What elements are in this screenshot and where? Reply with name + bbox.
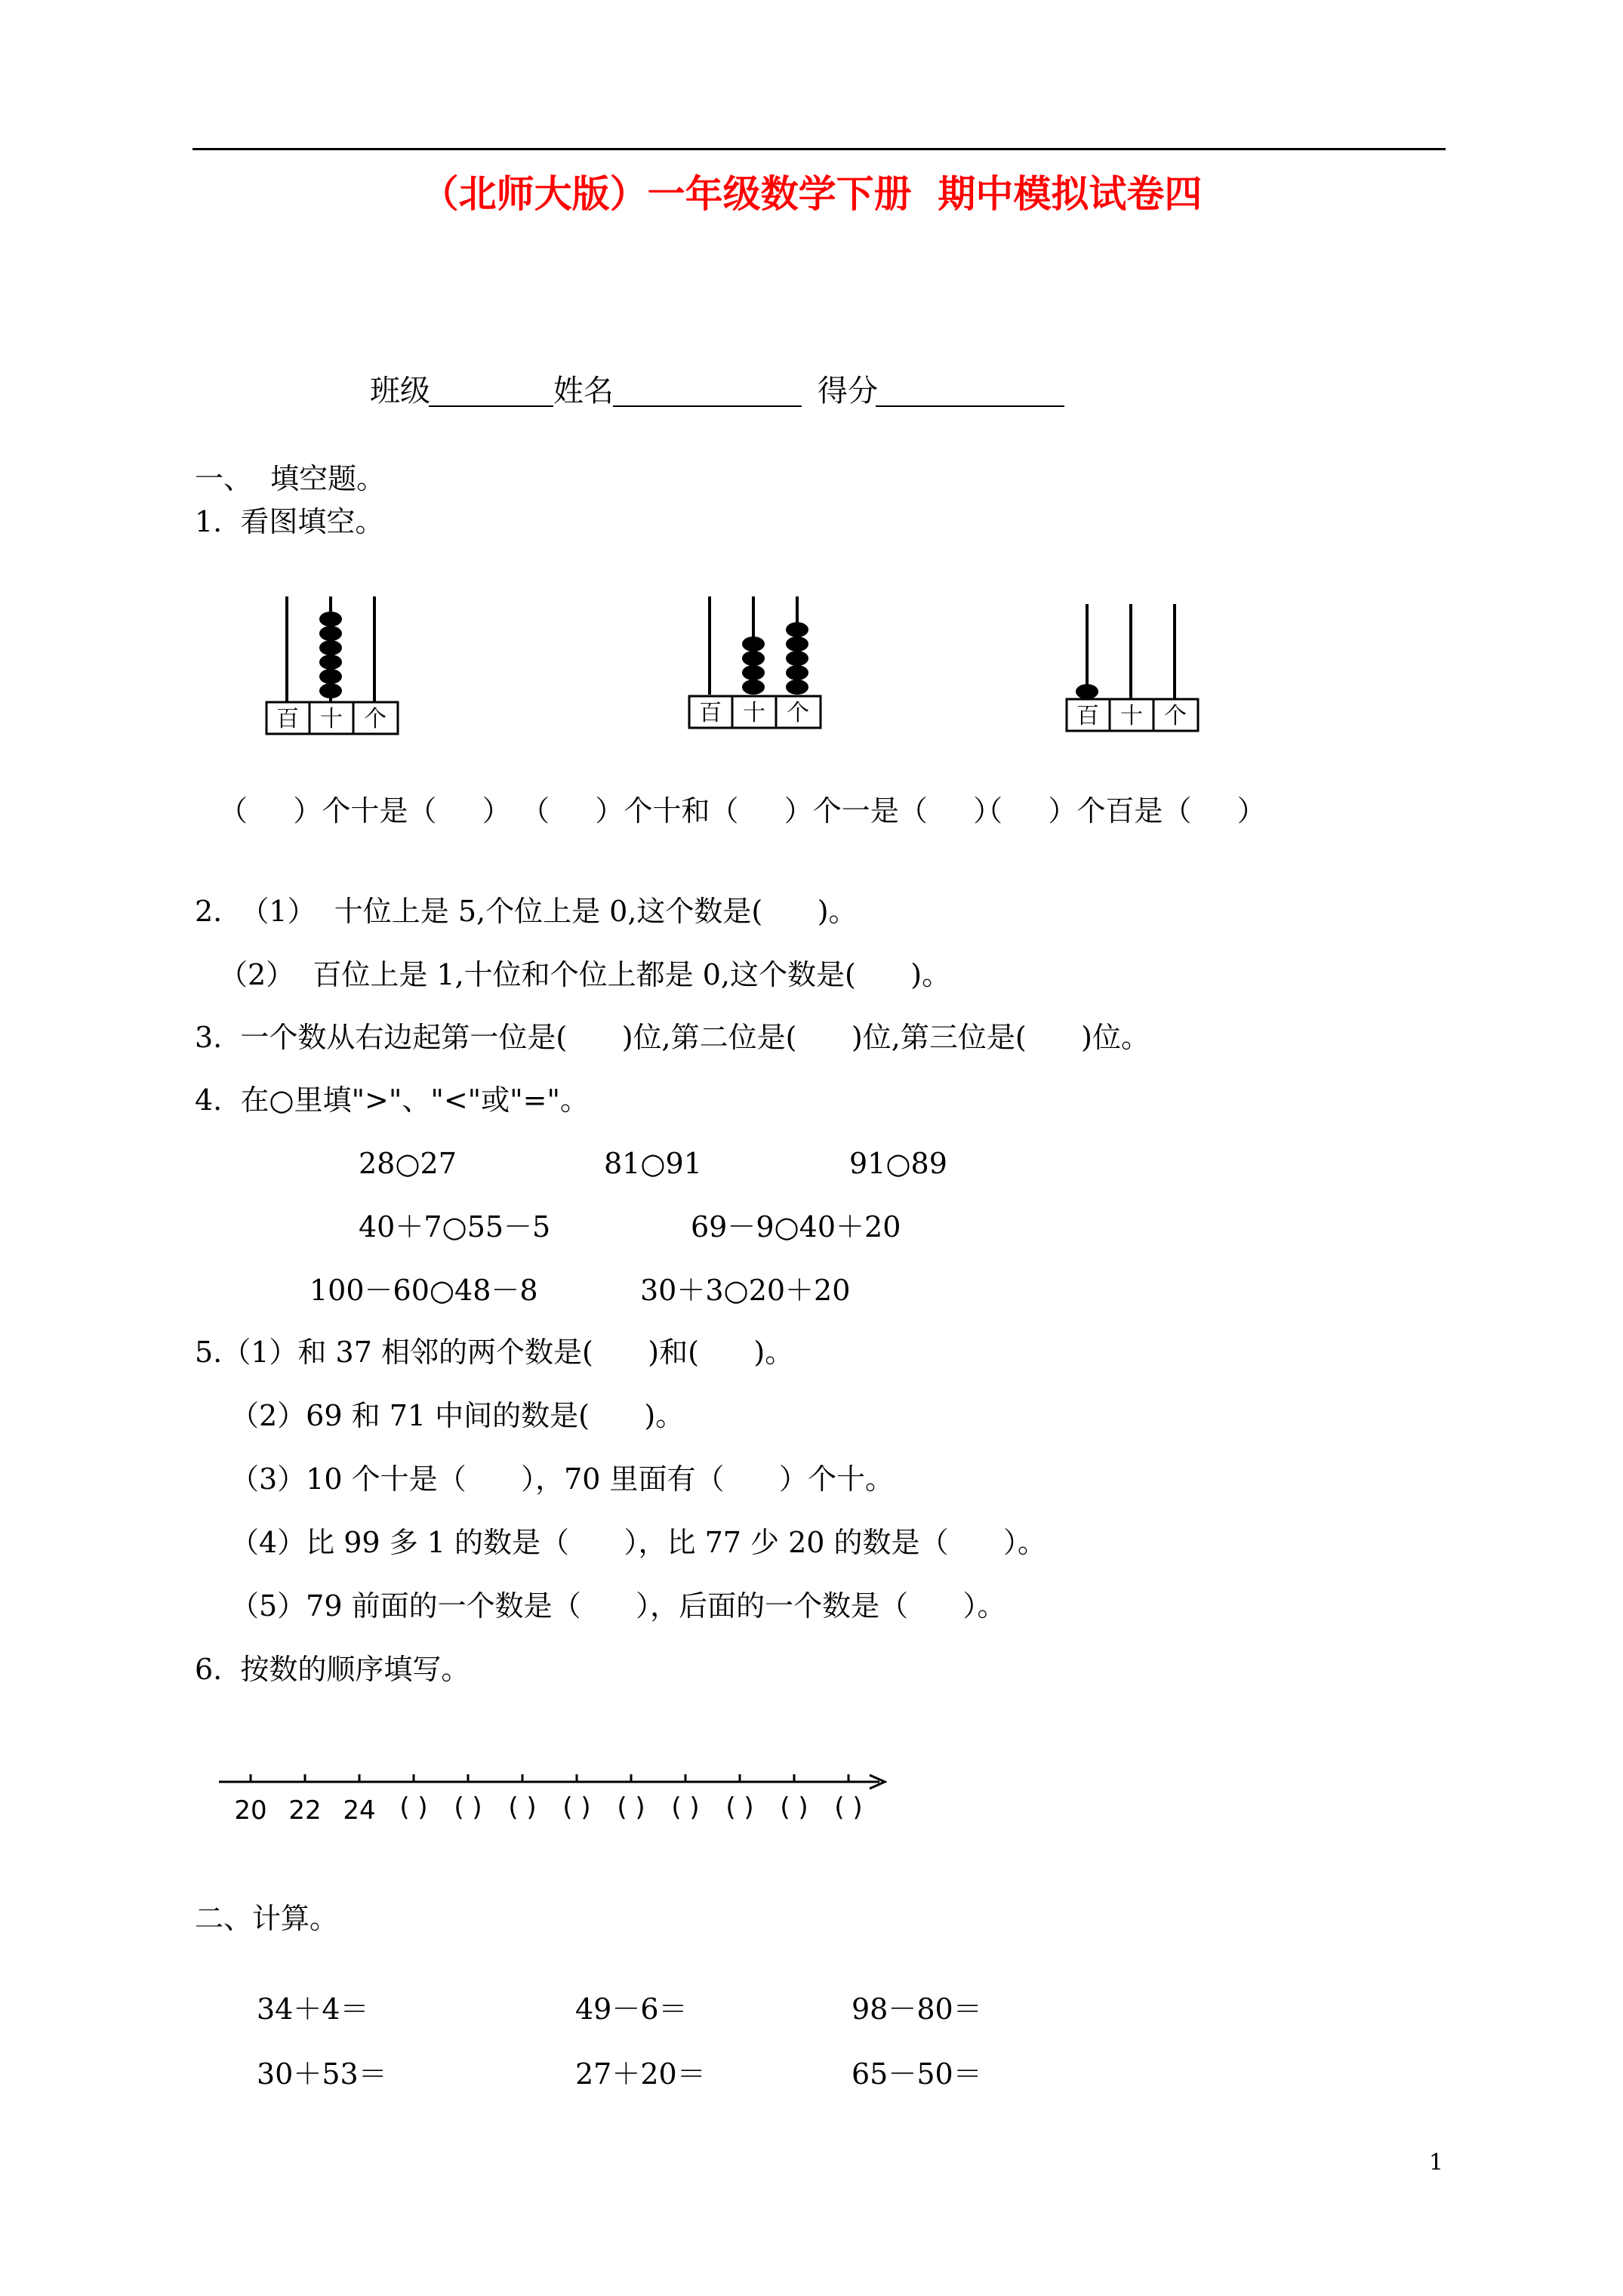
q1-blank-3[interactable]: （ ）个百是（ ）	[974, 794, 1266, 827]
label-ones: 个	[364, 706, 387, 732]
label-hundreds: 百	[276, 706, 299, 732]
label-tens: 十	[320, 706, 343, 732]
number-line-blank[interactable]: ( )	[562, 1792, 591, 1823]
number-line-blank[interactable]: ( )	[617, 1792, 645, 1823]
name-label: 姓名	[553, 374, 614, 408]
tick-label: 20	[234, 1795, 267, 1826]
tick-label: 24	[343, 1795, 376, 1826]
q5-line-3: （3）10 个十是（ ），70 里面有（ ）个十。	[230, 1462, 894, 1496]
calc-problem: 30＋53＝	[257, 2057, 387, 2091]
number-line-blank[interactable]: ( )	[725, 1792, 754, 1823]
compare-item: 100－60○48－8	[310, 1274, 538, 1307]
label-ones: 个	[1164, 703, 1187, 729]
q2-line-1: 2. （1） 十位上是 5,个位上是 0,这个数是( )。	[195, 895, 858, 928]
section1-heading: 一、 填空题。	[195, 462, 386, 495]
section2-heading: 二、计算。	[195, 1902, 339, 1935]
calc-problem: 49－6＝	[575, 1992, 688, 2026]
q5-line-4: （4）比 99 多 1 的数是（ ），比 77 少 20 的数是（ ）。	[230, 1526, 1046, 1559]
name-blank[interactable]	[613, 405, 802, 407]
tick-label: 22	[288, 1795, 322, 1826]
class-label: 班级	[370, 374, 430, 408]
q4-text: 4. 在○里填">"、"<"或"="。	[195, 1083, 589, 1117]
q2-line-2: （2） 百位上是 1,十位和个位上都是 0,这个数是( )。	[219, 958, 951, 991]
compare-item: 81○91	[604, 1147, 702, 1180]
tens-beads	[742, 636, 765, 695]
calc-problem: 27＋20＝	[575, 2057, 706, 2091]
label-tens: 十	[1120, 703, 1143, 729]
number-line-blank[interactable]: ( )	[671, 1792, 700, 1823]
number-line-blank[interactable]: ( )	[508, 1792, 537, 1823]
ones-beads	[786, 622, 808, 695]
tens-beads	[319, 612, 342, 698]
calc-problem: 98－80＝	[852, 1992, 982, 2026]
page-number: 1	[1429, 2150, 1444, 2176]
q6-text: 6. 按数的顺序填写。	[195, 1653, 470, 1686]
q1-blank-2[interactable]: （ ）个十和（ ）个一是（ ）	[521, 794, 1002, 827]
calc-problem: 34＋4＝	[257, 1992, 369, 2026]
q5-line-2: （2）69 和 71 中间的数是( )。	[230, 1399, 685, 1432]
abacus-1	[264, 589, 400, 740]
compare-item: 28○27	[359, 1147, 457, 1180]
label-tens: 十	[743, 700, 765, 726]
label-hundreds: 百	[699, 700, 722, 726]
compare-item: 40＋7○55－5	[359, 1210, 551, 1244]
hundreds-bead	[1076, 684, 1098, 699]
score-label: 得分	[818, 374, 878, 408]
abacus-3	[1064, 596, 1200, 747]
label-hundreds: 百	[1076, 703, 1099, 729]
q1-blank-1[interactable]: （ ）个十是（ ）	[219, 794, 511, 827]
number-line-blank[interactable]: ( )	[780, 1792, 808, 1823]
page-title: （北师大版）一年级数学下册 期中模拟试卷四	[420, 171, 1203, 216]
number-line-blank[interactable]: ( )	[834, 1792, 863, 1823]
label-ones: 个	[787, 700, 809, 726]
q1-text: 1. 看图填空。	[195, 505, 384, 538]
compare-item: 91○89	[849, 1147, 947, 1180]
compare-item: 69－9○40＋20	[691, 1210, 901, 1244]
abacus-2	[687, 589, 823, 740]
compare-item: 30＋3○20＋20	[640, 1274, 851, 1307]
score-blank[interactable]	[876, 405, 1064, 407]
class-blank[interactable]	[429, 405, 553, 407]
header-rule	[192, 148, 1446, 150]
number-line	[211, 1759, 891, 1827]
q5-line-5: （5）79 前面的一个数是（ ），后面的一个数是（ ）。	[230, 1589, 1006, 1623]
number-line-blank[interactable]: ( )	[454, 1792, 482, 1823]
number-line-blank[interactable]: ( )	[399, 1792, 428, 1823]
q3-text: 3. 一个数从右边起第一位是( )位,第二位是( )位,第三位是( )位。	[195, 1021, 1150, 1054]
calc-problem: 65－50＝	[852, 2057, 982, 2091]
q5-line-1: 5.（1）和 37 相邻的两个数是( )和( )。	[195, 1336, 794, 1369]
